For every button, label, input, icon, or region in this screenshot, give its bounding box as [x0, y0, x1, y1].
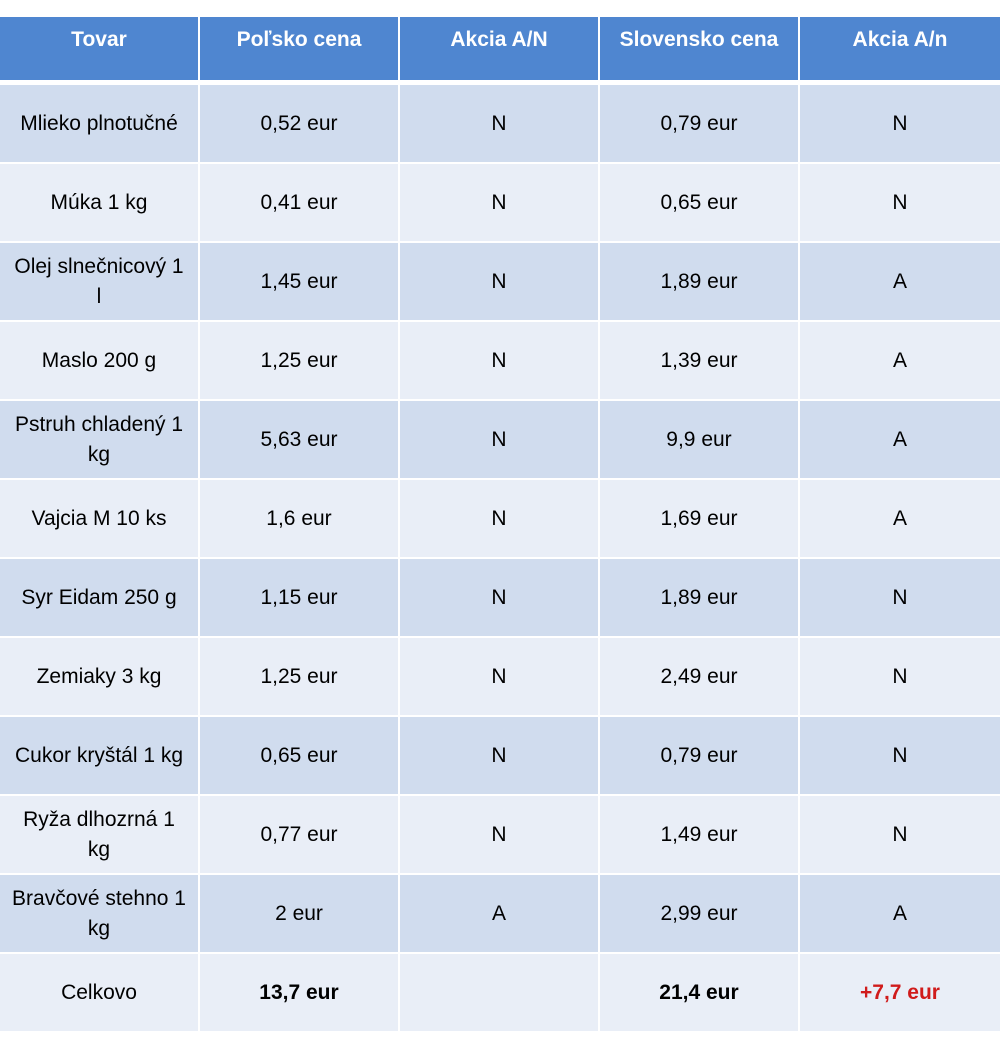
- cell-slovakia-promo: A: [800, 322, 1000, 401]
- cell-slovakia-promo: N: [800, 164, 1000, 243]
- cell-slovakia-price: 1,39 eur: [600, 322, 800, 401]
- cell-poland-price: 0,41 eur: [200, 164, 400, 243]
- table-row: [0, 85, 1000, 164]
- cell-poland-price: 1,25 eur: [200, 638, 400, 717]
- cell-item: Bravčové stehno 1 kg: [0, 875, 200, 954]
- cell-slovakia-price: 9,9 eur: [600, 401, 800, 480]
- cell-item: Syr Eidam 250 g: [0, 559, 200, 638]
- cell-slovakia-price: 0,65 eur: [600, 164, 800, 243]
- cell-poland-promo: N: [400, 85, 600, 164]
- cell-slovakia-price: 1,49 eur: [600, 796, 800, 875]
- cell-poland-price: 0,52 eur: [200, 85, 400, 164]
- cell-poland-price: 0,77 eur: [200, 796, 400, 875]
- cell-item: Maslo 200 g: [0, 322, 200, 401]
- cell-poland-promo: N: [400, 164, 600, 243]
- cell-slovakia-promo: N: [800, 559, 1000, 638]
- cell-slovakia-price: 1,69 eur: [600, 480, 800, 559]
- cell-slovakia-promo: N: [800, 717, 1000, 796]
- cell-item: Cukor kryštál 1 kg: [0, 717, 200, 796]
- price-comparison-table: [0, 17, 1000, 1033]
- cell-item: Vajcia M 10 ks: [0, 480, 200, 559]
- cell-slovakia-price: 1,89 eur: [600, 243, 800, 322]
- total-difference: +7,7 eur: [800, 954, 1000, 1033]
- cell-poland-price: 0,65 eur: [200, 717, 400, 796]
- cell-item: Zemiaky 3 kg: [0, 638, 200, 717]
- cell-item: Olej slnečnicový 1 l: [0, 243, 200, 322]
- table-row: [0, 796, 1000, 875]
- cell-slovakia-price: 0,79 eur: [600, 717, 800, 796]
- header-slovakia-promo: Akcia A/n: [800, 17, 1000, 85]
- cell-poland-promo: N: [400, 243, 600, 322]
- table-row: [0, 559, 1000, 638]
- cell-poland-promo: N: [400, 638, 600, 717]
- table-row: [0, 401, 1000, 480]
- cell-slovakia-promo: A: [800, 875, 1000, 954]
- cell-poland-price: 1,15 eur: [200, 559, 400, 638]
- cell-poland-promo: N: [400, 322, 600, 401]
- total-poland-price: 13,7 eur: [200, 954, 400, 1033]
- cell-poland-promo: N: [400, 401, 600, 480]
- cell-slovakia-promo: N: [800, 638, 1000, 717]
- header-poland-promo: Akcia A/N: [400, 17, 600, 85]
- header-slovakia-price: Slovensko cena: [600, 17, 800, 85]
- cell-item: Múka 1 kg: [0, 164, 200, 243]
- table-row: [0, 875, 1000, 954]
- cell-poland-price: 1,6 eur: [200, 480, 400, 559]
- cell-slovakia-promo: A: [800, 401, 1000, 480]
- cell-poland-promo: N: [400, 717, 600, 796]
- cell-slovakia-price: 1,89 eur: [600, 559, 800, 638]
- table-row: [0, 243, 1000, 322]
- table-row: [0, 322, 1000, 401]
- cell-poland-price: 2 eur: [200, 875, 400, 954]
- cell-item: Pstruh chladený 1 kg: [0, 401, 200, 480]
- cell-slovakia-price: 2,99 eur: [600, 875, 800, 954]
- cell-slovakia-price: 0,79 eur: [600, 85, 800, 164]
- cell-poland-promo: N: [400, 796, 600, 875]
- table-row: [0, 480, 1000, 559]
- cell-poland-promo: N: [400, 559, 600, 638]
- cell-poland-promo: A: [400, 875, 600, 954]
- header-item: Tovar: [0, 17, 200, 85]
- cell-poland-price: 5,63 eur: [200, 401, 400, 480]
- table-row: [0, 164, 1000, 243]
- cell-slovakia-promo: N: [800, 796, 1000, 875]
- total-slovakia-price: 21,4 eur: [600, 954, 800, 1033]
- cell-slovakia-promo: N: [800, 85, 1000, 164]
- total-row: [0, 954, 1000, 1033]
- total-poland-promo: [400, 954, 600, 1033]
- cell-slovakia-promo: A: [800, 243, 1000, 322]
- header-row: [0, 17, 1000, 85]
- cell-item: Ryža dlhozrná 1 kg: [0, 796, 200, 875]
- cell-slovakia-promo: A: [800, 480, 1000, 559]
- total-label: Celkovo: [0, 954, 200, 1033]
- cell-slovakia-price: 2,49 eur: [600, 638, 800, 717]
- cell-poland-price: 1,25 eur: [200, 322, 400, 401]
- cell-poland-price: 1,45 eur: [200, 243, 400, 322]
- cell-poland-promo: N: [400, 480, 600, 559]
- table-row: [0, 717, 1000, 796]
- cell-item: Mlieko plnotučné: [0, 85, 200, 164]
- table-row: [0, 638, 1000, 717]
- header-poland-price: Poľsko cena: [200, 17, 400, 85]
